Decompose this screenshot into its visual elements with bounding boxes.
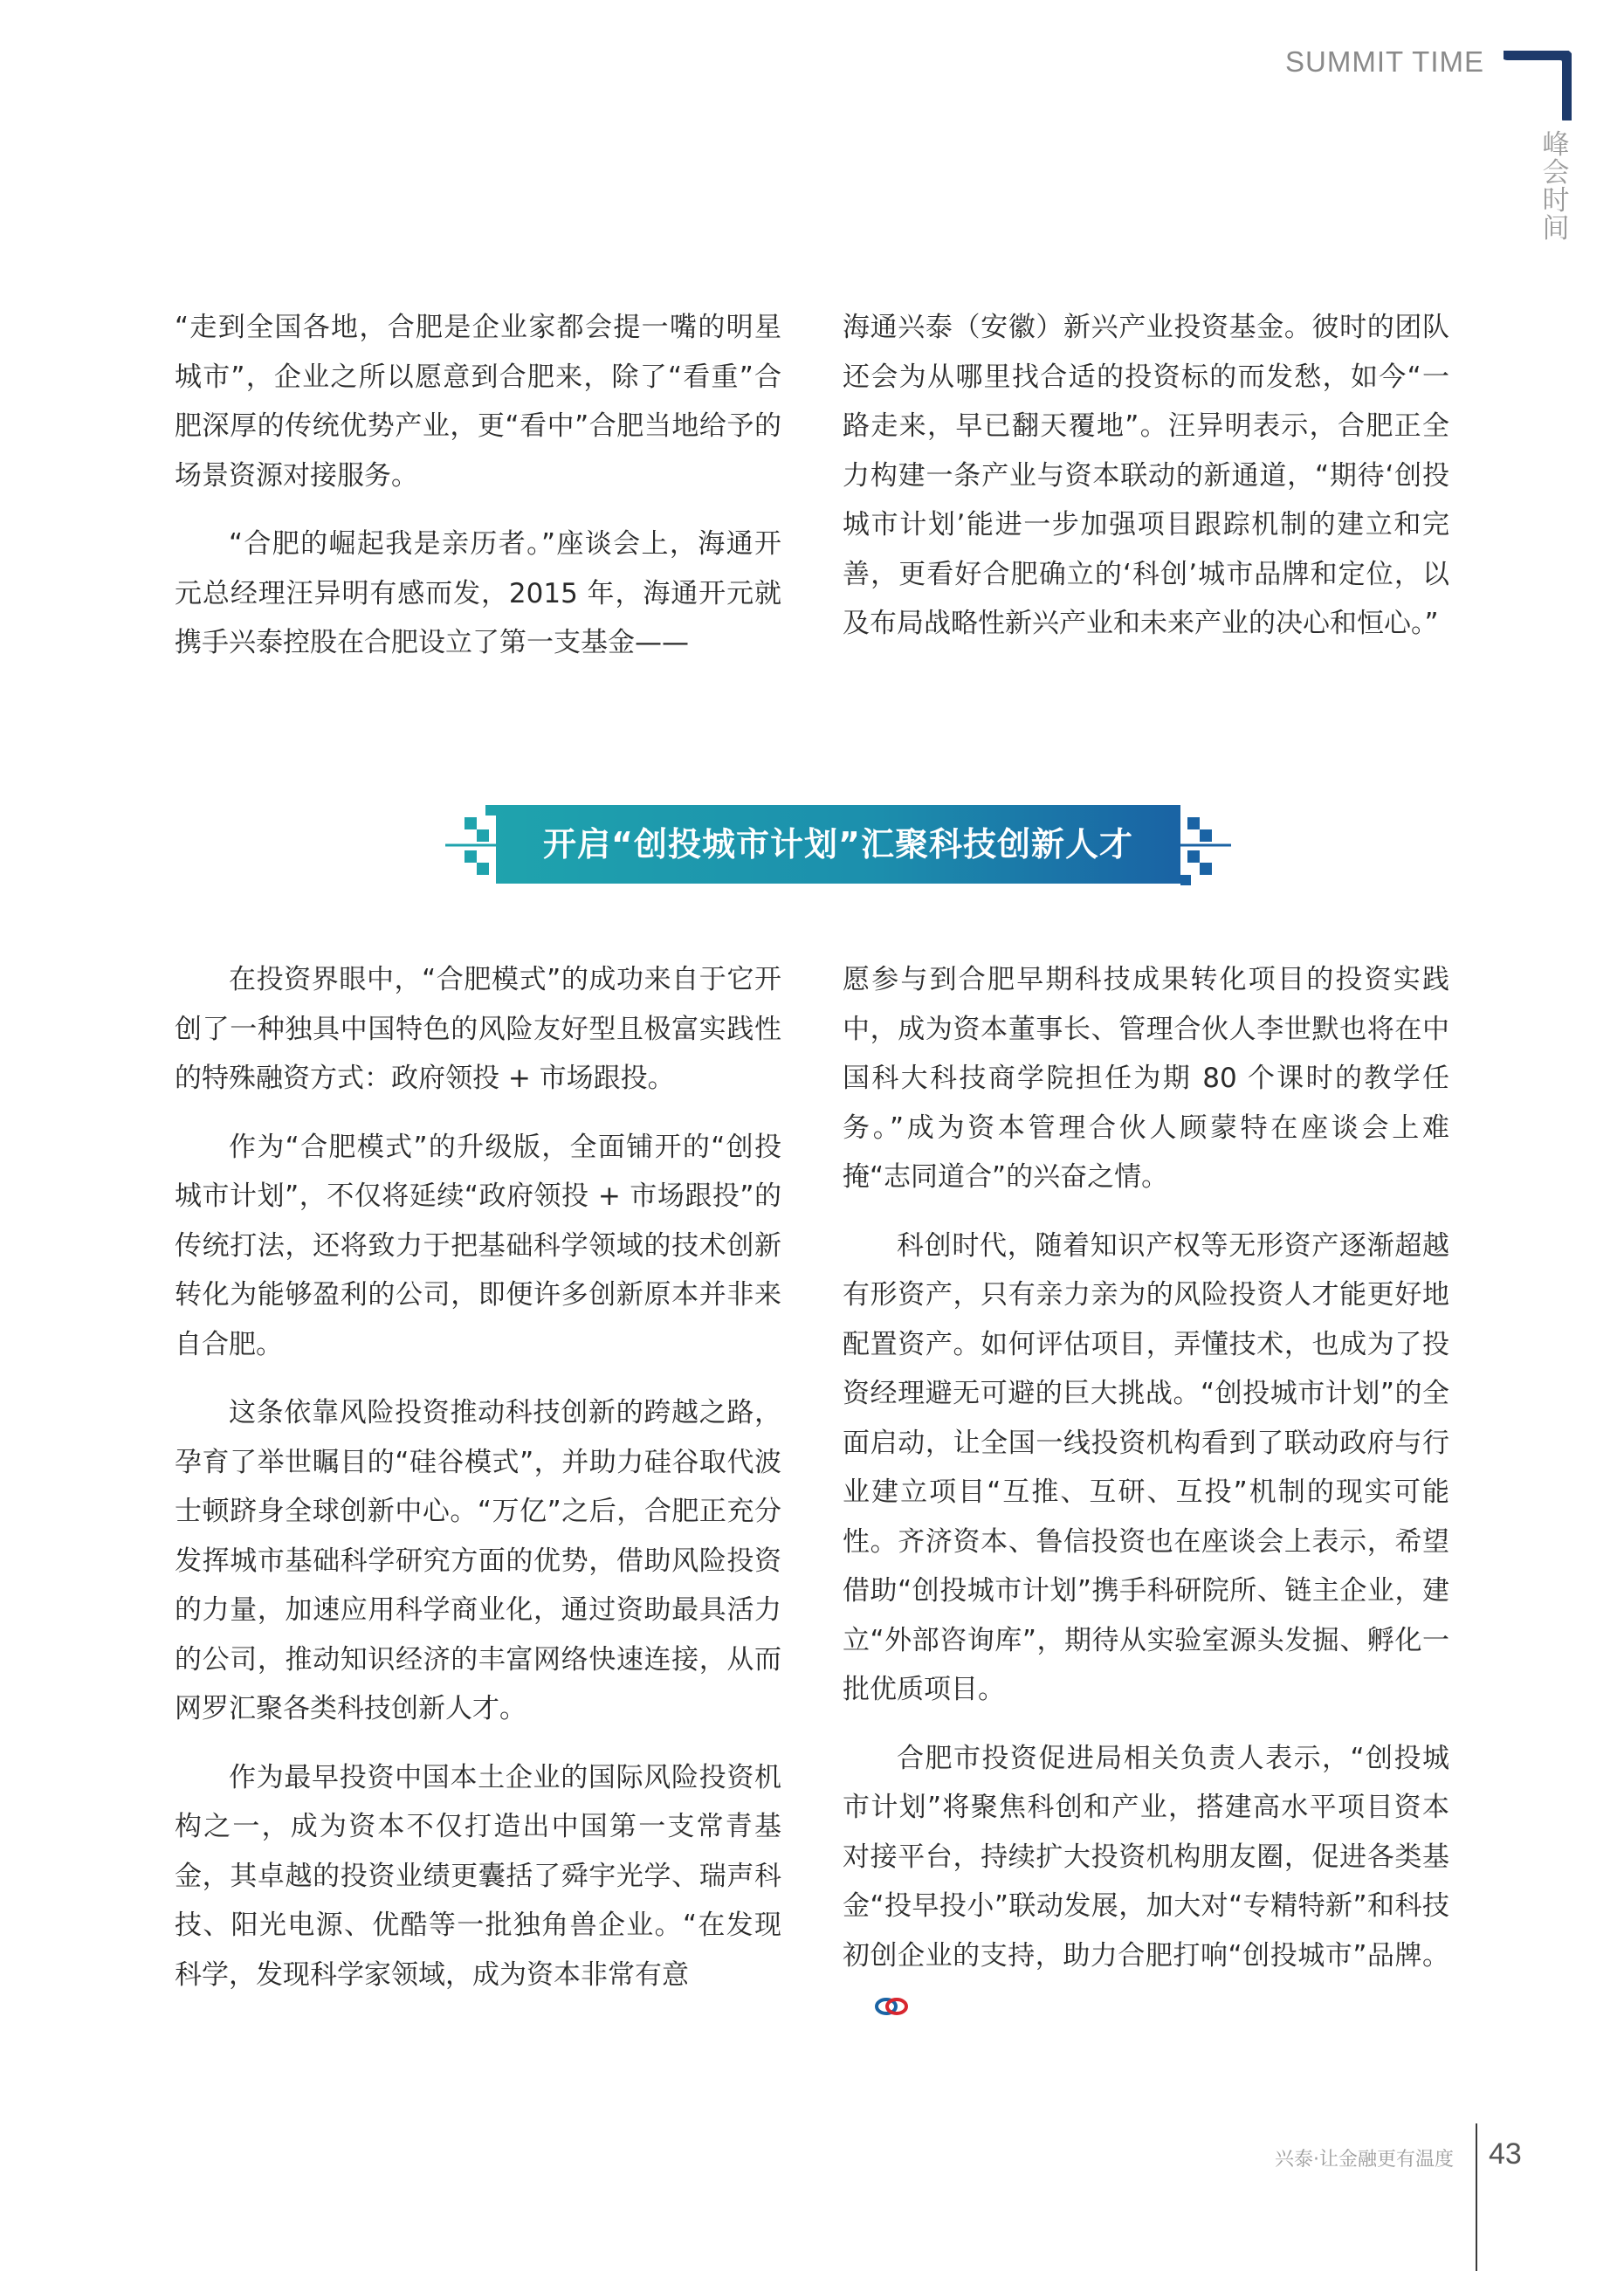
paragraph-last bbox=[843, 1734, 1449, 2030]
banner-left-ornament bbox=[445, 802, 498, 889]
paragraph: 科创时代，随着知识产权等无形资产逐渐超越有形资产，只有亲力亲为的风险投资人才能更好地配置资产。如何评估项目，弄懂技术，也成为了投资经理避无可避的巨大挑战。“创投城市计划”的全面启动，让全国一线投资机构看到了联动政府与行业建立项目“互推、互研、互投”机制的现实可能性。齐济资本、鲁信投资也在座谈会上表示，希望借助“创投城市计划”携手科研院所、链主企业，建立“外部咨询库”，期待从实验室源头发掘、孵化一批优质项目。 bbox=[843, 1229, 1449, 1705]
paragraph: 作为最早投资中国本土企业的国际风险投资机构之一，成为资本不仅打造出中国第一支常青基金，其卓越的投资业绩更囊括了舜宇光学、瑞声科技、阳光电源、优酷等一批独角兽企业。“在发现科学，发现科学家领域，成为资本非常有意 bbox=[175, 1761, 781, 1991]
article-column-top-left bbox=[175, 303, 781, 687]
footer-divider bbox=[1476, 2123, 1477, 2271]
paragraph: 这条依靠风险投资推动科技创新的跨越之路，孕育了举世瞩目的“硅谷模式”，并助力硅谷取代波士顿跻身全球创新中心。“万亿”之后，合肥正充分发挥城市基础科学研究方面的优势，借助风险投资的力量，加速应用科学商业化，通过资助最具活力的公司，推动知识经济的丰富网络快速连接，从而网罗汇聚各类科技创新人才。 bbox=[175, 1397, 781, 1724]
article-column-bottom-right bbox=[843, 955, 1449, 2049]
article-column-top-right bbox=[843, 303, 1449, 668]
section-heading-banner bbox=[445, 802, 1231, 889]
section-title: 开启“创投城市计划”汇聚科技创新人才 bbox=[543, 825, 1133, 864]
paragraph: “合肥的崛起我是亲历者。”座谈会上，海通开元总经理汪异明有感而发，2015 年，海通开元就携手兴泰控股在合肥设立了第一支基金—— bbox=[175, 528, 781, 658]
page-number: 43 bbox=[1489, 2137, 1522, 2171]
header-title-cn: 峰会时间 bbox=[1542, 129, 1570, 244]
paragraph: “走到全国各地，合肥是企业家都会提一嘴的明星城市”，企业之所以愿意到合肥来，除了“看重”合肥深厚的传统优势产业，更“看中”合肥当地给予的场景资源对接服务。 bbox=[175, 312, 781, 492]
paragraph: 海通兴泰（安徽）新兴产业投资基金。彼时的团队还会为从哪里找合适的投资标的而发愁，如今“一路走来，早已翻天覆地”。汪异明表示，合肥正全力构建一条产业与资本联动的新通道，“期待‘创投城市计划’能进一步加强项目跟踪机制的建立和完善，更看好合肥确立的‘科创’城市品牌和定位，以及布局战略性新兴产业和未来产业的决心和恒心。” bbox=[843, 312, 1449, 639]
paragraph: 愿参与到合肥早期科技成果转化项目的投资实践中，成为资本董事长、管理合伙人李世默也将在中国科大科技商学院担任为期 80 个课时的教学任务。”成为资本管理合伙人顾蒙特在座谈会上难掩“志同道合”的兴奋之情。 bbox=[843, 964, 1449, 1193]
footer-slogan: 兴泰·让金融更有温度 bbox=[1275, 2149, 1454, 2171]
xingtai-logo-icon bbox=[874, 1996, 909, 2017]
header-title-en: SUMMIT TIME bbox=[1285, 45, 1484, 78]
article-column-bottom-left bbox=[175, 955, 781, 2019]
corner-bracket-icon bbox=[1504, 51, 1572, 120]
banner-right-ornament bbox=[1179, 802, 1231, 889]
paragraph-text: 合肥市投资促进局相关负责人表示，“创投城市计划”将聚焦科创和产业，搭建高水平项目资本对接平台，持续扩大投资机构朋友圈，促进各类基金“投早投小”联动发展，加大对“专精特新”和科技初创企业的支持，助力合肥打响“创投城市”品牌。 bbox=[843, 1742, 1449, 1972]
paragraph: 作为“合肥模式”的升级版，全面铺开的“创投城市计划”，不仅将延续“政府领投 + 市场跟投”的传统打法，还将致力于把基础科学领域的技术创新转化为能够盈利的公司，即便许多创新原本并非来自合肥。 bbox=[175, 1131, 781, 1360]
paragraph: 在投资界眼中，“合肥模式”的成功来自于它开创了一种独具中国特色的风险友好型且极富实践性的特殊融资方式：政府领投 + 市场跟投。 bbox=[175, 964, 781, 1094]
